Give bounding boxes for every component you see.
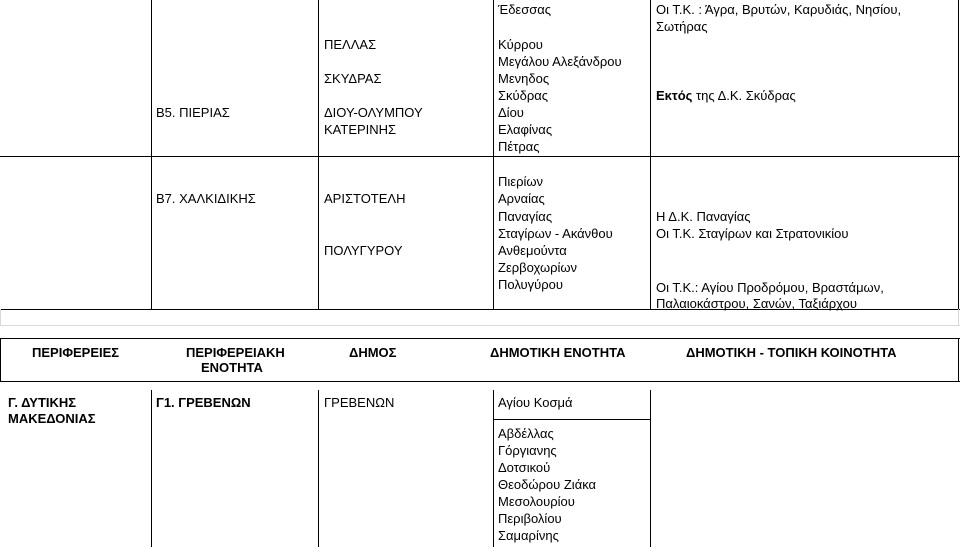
- cell-mesolouriou: Μεσολουρίου: [498, 494, 575, 509]
- cell-theodorou-ziaka: Θεοδώρου Ζιάκα: [498, 477, 597, 492]
- spacer-line-1: [0, 325, 960, 326]
- cell-petras: Πέτρας: [498, 139, 540, 154]
- cell-perivoliou: Περιβολίου: [498, 511, 562, 526]
- cell-skydras: Σκύδρας: [498, 88, 549, 103]
- cell-anthemounta: Ανθεμούντα: [498, 243, 567, 258]
- header-municipality: ΔΗΜΟΣ: [349, 345, 397, 360]
- header-unit-2: ΕΝΟΤΗΤΑ: [201, 360, 263, 375]
- border-right-top: [958, 0, 959, 309]
- border-col2-bottom: [318, 390, 319, 547]
- border-left-bottom: [151, 390, 152, 547]
- border-left-top: [151, 0, 152, 309]
- header-bottom-rule: [0, 381, 960, 382]
- border-col4-top: [650, 0, 651, 309]
- note-edessas-2: Σωτήρας: [656, 19, 708, 34]
- cell-gorgianis: Γόργιανης: [498, 443, 557, 458]
- municipality-diou-olympou: ΔΙΟΥ-ΟΛΥΜΠΟΥ: [324, 105, 423, 120]
- region-unit-grevenon: Γ1. ΓΡΕΒΕΝΩΝ: [156, 395, 251, 410]
- note-panagias: Η Δ.Κ. Παναγίας: [656, 209, 751, 224]
- cell-avdellas: Αβδέλλας: [498, 426, 554, 441]
- municipality-aristoteli: ΑΡΙΣΤΟΤΕΛΗ: [324, 191, 406, 206]
- municipality-grevenon: ΓΡΕΒΕΝΩΝ: [324, 395, 395, 410]
- border-col3-bottom: [493, 390, 494, 547]
- municipality-polygyrou: ΠΟΛΥΓΥΡΟΥ: [324, 243, 403, 258]
- note-polygyrou-1: Οι Τ.Κ.: Αγίου Προδρόμου, Βραστάμων,: [656, 280, 884, 295]
- region-dytikis-2: ΜΑΚΕΔΟΝΙΑΣ: [8, 411, 96, 426]
- cell-edessas: Έδεσσας: [498, 2, 552, 17]
- municipality-pellas: ΠΕΛΛΑΣ: [324, 37, 377, 52]
- region-dytikis-1: Γ. ΔΥΤΙΚΗΣ: [8, 395, 77, 410]
- region-unit-pierias: Β5. ΠΙΕΡΙΑΣ: [156, 105, 230, 120]
- border-col4-bottom: [650, 390, 651, 547]
- border-col2-top: [318, 0, 319, 309]
- note-skydras-bold: Εκτός: [656, 88, 693, 103]
- cell-dotsikou: Δοτσικού: [498, 460, 551, 475]
- header-municipal-unit: ΔΗΜΟΤΙΚΗ ΕΝΟΤΗΤΑ: [490, 345, 626, 360]
- municipality-katerinis: ΚΑΤΕΡΙΝΗΣ: [324, 122, 397, 137]
- header-unit-1: ΠΕΡΙΦΕΡΕΙΑΚΗ: [186, 345, 285, 360]
- spacer-vline-right: [958, 309, 959, 325]
- note-polygyrou-2: Παλαιοκάστρου, Σανών, Ταξιάρχου: [656, 296, 857, 311]
- cell-samarinis: Σαμαρίνης: [498, 528, 559, 543]
- cell-stagiron-akanthou: Σταγίρων - Ακάνθου: [498, 226, 613, 241]
- border-col3-top: [493, 0, 494, 309]
- header-border-right: [958, 338, 959, 381]
- cell-diou: Δίου: [498, 105, 524, 120]
- header-border-left: [0, 338, 1, 381]
- rule-after-pieria: [0, 156, 960, 157]
- header-top-rule: [0, 338, 960, 339]
- note-skydras-rest: της Δ.Κ. Σκύδρας: [692, 88, 796, 103]
- note-stagiron: Οι Τ.Κ. Σταγίρων και Στρατονικίου: [656, 226, 849, 241]
- cell-megalou-alexandrou: Μεγάλου Αλεξάνδρου: [498, 54, 622, 69]
- spacer-vline-left: [0, 309, 1, 325]
- cell-menidos: Μενηδος: [498, 71, 550, 86]
- note-skydras: [656, 88, 796, 104]
- cell-agiou-kosma: Αγίου Κοσμά: [498, 395, 573, 410]
- note-edessas-1: Οι Τ.Κ. : Άγρα, Βρυτών, Καρυδιάς, Νησίου,: [656, 2, 902, 17]
- cell-kyrrou: Κύρρου: [498, 37, 543, 52]
- region-unit-chalkidikis: Β7. ΧΑΛΚΙΔΙΚΗΣ: [156, 191, 256, 206]
- header-community: ΔΗΜΟΤΙΚΗ - ΤΟΠΙΚΗ ΚΟΙΝΟΤΗΤΑ: [686, 345, 897, 360]
- cell-pierion: Πιερίων: [498, 174, 544, 189]
- cell-panagias: Παναγίας: [498, 209, 553, 224]
- cell-zervochorion: Ζερβοχωρίων: [498, 260, 578, 275]
- cell-polygyrou: Πολυγύρου: [498, 277, 564, 292]
- cell-arnaias: Αρναίας: [498, 191, 545, 206]
- header-regions: ΠΕΡΙΦΕΡΕΙΕΣ: [32, 345, 120, 360]
- cell-elafinas: Ελαφίνας: [498, 122, 553, 137]
- municipality-skydras: ΣΚΥΔΡΑΣ: [324, 71, 382, 86]
- rule-under-agiou-kosma: [493, 419, 650, 420]
